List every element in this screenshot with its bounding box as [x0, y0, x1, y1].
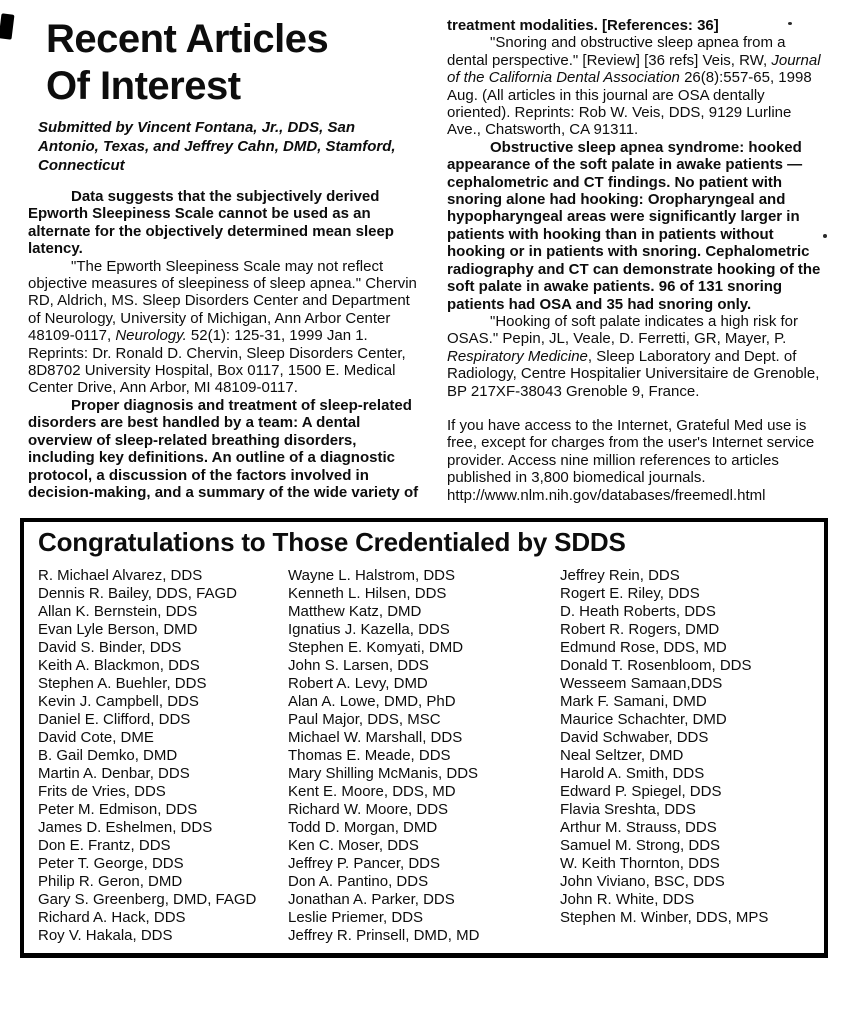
credentialed-name: Martin A. Denbar, DDS: [38, 764, 190, 782]
citation-pepin-text: "Hooking of soft palate indicates a high risk for OSAS." Pepin, JL, Veale, D. Ferretti, GR, Mayer, P.: [447, 312, 798, 348]
credentialed-name: John Viviano, BSC, DDS: [560, 872, 725, 890]
citation-chervin-reprints: 52(1): 125-31, 1999 Jan 1. Reprints: Dr. Ronald D. Chervin, Sleep Disorders Center, 8D8702 University Hospital, Box 0117, 1500 E. Medical Center Drive, Ann Arbor, MI 48109-0117.: [28, 327, 406, 397]
names-column-3: [560, 567, 814, 945]
credentialed-name: Stephen E. Komyati, DMD: [288, 638, 464, 656]
page-title-line2: Of Interest: [46, 64, 241, 108]
credentialed-name: Rogert E. Riley, DDS: [560, 584, 700, 602]
credentialed-name: D. Heath Roberts, DDS: [560, 602, 716, 620]
citation-veis: [447, 34, 822, 138]
credentialed-name: Kent E. Moore, DDS, MD: [288, 782, 456, 800]
credentialed-name: Evan Lyle Berson, DMD: [38, 620, 198, 638]
credentialed-name: Donald T. Rosenbloom, DDS: [560, 656, 752, 674]
credentialed-name: Don E. Frantz, DDS: [38, 836, 171, 854]
names-column-2: [288, 567, 560, 945]
credentialed-name: Stephen A. Buehler, DDS: [38, 674, 207, 692]
grateful-med-note: If you have access to the Internet, Grateful Med use is free, except for charges from the user's Internet service provider. Access nine million references to articles published in 3,800 biomedical journals. http://www.nlm.nih.gov/databases/freemedl.html: [447, 416, 815, 504]
citation-chervin-text: "The Epworth Sleepiness Scale may not reflect objective measures of sleepiness of sleep apnea." Chervin RD, Aldrich, MS. Sleep Disorders Center and Department of Neurology, University of Michigan, Ann Arbor Center 48109-0117,: [28, 257, 417, 345]
citation-veis-journal: Journal of the California Dental Association: [447, 51, 821, 87]
citation-veis-text: "Snoring and obstructive sleep apnea from a dental perspective." [Review] [36 refs] Veis, RW,: [447, 34, 786, 69]
credentialed-name: Stephen M. Winber, DDS, MPS: [560, 908, 769, 926]
credentialed-name: Thomas E. Meade, DDS: [288, 746, 451, 764]
citation-pepin: [447, 313, 822, 400]
credentialed-name: Robert R. Rogers, DMD: [560, 620, 720, 638]
credentialed-name: B. Gail Demko, DMD: [38, 746, 178, 764]
lead-summary: Data suggests that the subjectively derived Epworth Sleepiness Scale cannot be used as an alternate for the objectively determined mean sleep latency.: [28, 188, 394, 258]
credentialed-name: Don A. Pantino, DDS: [288, 872, 429, 890]
names-column-1: [38, 567, 288, 945]
credentialed-name: Edmund Rose, DDS, MD: [560, 638, 727, 656]
page-title-line1: Recent Articles: [46, 17, 329, 61]
credentialed-name: Wesseem Samaan,DDS: [560, 674, 723, 692]
credentialed-name: Harold A. Smith, DDS: [560, 764, 705, 782]
citation-pepin-address: , Sleep Laboratory and Dept. of Radiology, Centre Hospitalier Universitaire de Grenoble, BP 217XF-38043 Grenoble 9, France.: [447, 347, 820, 400]
credentials-title: Congratulations to Those Credentialed by SDDS: [38, 526, 626, 557]
team-summary: Proper diagnosis and treatment of sleep-related disorders are best handled by a team: A dental overview of sleep-related breathing disorders, including key definitions. An outline of a diagnostic protocol, a discussion of the factors involved in decision-making, and a summary of the wide variety of: [28, 396, 419, 501]
scan-speck: [823, 234, 827, 238]
credentialed-name: Peter M. Edmison, DDS: [38, 800, 198, 818]
credentialed-name: Philip R. Geron, DMD: [38, 872, 183, 890]
left-column: [28, 16, 424, 504]
credentialed-name: John S. Larsen, DDS: [288, 656, 429, 674]
credentials-box: [20, 518, 828, 958]
credentialed-name: Ignatius J. Kazella, DDS: [288, 620, 450, 638]
credentialed-name: Jeffrey P. Pancer, DDS: [288, 854, 441, 872]
credentialed-name: Samuel M. Strong, DDS: [560, 836, 721, 854]
right-column: [447, 16, 822, 504]
credentialed-name: John R. White, DDS: [560, 890, 695, 908]
credentialed-name: Daniel E. Clifford, DDS: [38, 710, 191, 728]
credentialed-name: David Cote, DME: [38, 728, 154, 746]
credentialed-name: Jeffrey Rein, DDS: [560, 566, 680, 584]
osa-summary: Obstructive sleep apnea syndrome: hooked appearance of the soft palate in awake patients — cephalometric and CT findings. No patient with snoring alone had hooking: Oropharyngeal and hypopharyngeal areas were significantly larger in patients with hooking than in patients without hooking or in patients with snoring. Cephalometric radiography and CT can demonstrate hooking of the soft palate in awake patients. 96 of 131 snoring patients had OSA and 35 had snoring only.: [447, 138, 821, 313]
credentialed-name: Kevin J. Campbell, DDS: [38, 692, 199, 710]
credentialed-name: Kenneth L. Hilsen, DDS: [288, 584, 447, 602]
citation-pepin-journal: Respiratory Medicine: [447, 347, 588, 365]
credentialed-name: Jonathan A. Parker, DDS: [288, 890, 455, 908]
credentialed-name: Keith A. Blackmon, DDS: [38, 656, 200, 674]
credentialed-name: Frits de Vries, DDS: [38, 782, 166, 800]
credentialed-name: James D. Eshelmen, DDS: [38, 818, 213, 836]
credentialed-names: [38, 567, 814, 945]
article-columns: [28, 16, 822, 504]
credentialed-name: Flavia Sreshta, DDS: [560, 800, 696, 818]
credentialed-name: Edward P. Spiegel, DDS: [560, 782, 722, 800]
credentialed-name: Allan K. Bernstein, DDS: [38, 602, 198, 620]
credentialed-name: Richard W. Moore, DDS: [288, 800, 449, 818]
citation-chervin: [28, 258, 424, 397]
credentialed-name: Neal Seltzer, DMD: [560, 746, 684, 764]
credentialed-name: Jeffrey R. Prinsell, DMD, MD: [288, 926, 480, 944]
citation-chervin-journal: Neurology.: [115, 327, 187, 345]
byline: Submitted by Vincent Fontana, Jr., DDS, San Antonio, Texas, and Jeffrey Cahn, DMD, Stamford, Connecticut: [38, 119, 396, 174]
credentialed-name: Dennis R. Bailey, DDS, FAGD: [38, 584, 237, 602]
scan-smudge: [0, 13, 14, 39]
credentialed-name: Leslie Priemer, DDS: [288, 908, 424, 926]
credentialed-name: Gary S. Greenberg, DMD, FAGD: [38, 890, 257, 908]
page-title: [46, 16, 424, 110]
credentialed-name: Mark F. Samani, DMD: [560, 692, 707, 710]
credentialed-name: Mary Shilling McManis, DDS: [288, 764, 479, 782]
credentialed-name: Roy V. Hakala, DDS: [38, 926, 173, 944]
credentialed-name: R. Michael Alvarez, DDS: [38, 566, 203, 584]
credentialed-name: Peter T. George, DDS: [38, 854, 184, 872]
credentialed-name: Matthew Katz, DMD: [288, 602, 422, 620]
credentialed-name: David S. Binder, DDS: [38, 638, 182, 656]
credentialed-name: Paul Major, DDS, MSC: [288, 710, 441, 728]
credentialed-name: Michael W. Marshall, DDS: [288, 728, 463, 746]
credentialed-name: Wayne L. Halstrom, DDS: [288, 566, 455, 584]
credentialed-name: Todd D. Morgan, DMD: [288, 818, 438, 836]
credentialed-name: Ken C. Moser, DDS: [288, 836, 419, 854]
credentialed-name: Richard A. Hack, DDS: [38, 908, 186, 926]
credentialed-name: Maurice Schachter, DMD: [560, 710, 727, 728]
citation-veis-reprints: 26(8):557-65, 1998 Aug. (All articles in this journal are OSA dentally oriented). Reprints: Rob W. Veis, DDS, 9129 Lurline Ave., Chatsworth, CA 91311.: [447, 69, 812, 139]
treatment-continuation: treatment modalities. [References: 36]: [447, 17, 719, 34]
credentialed-name: Alan A. Lowe, DMD, PhD: [288, 692, 456, 710]
credentialed-name: Robert A. Levy, DMD: [288, 674, 428, 692]
scan-speck: [788, 22, 792, 25]
credentialed-name: David Schwaber, DDS: [560, 728, 709, 746]
credentialed-name: W. Keith Thornton, DDS: [560, 854, 720, 872]
credentialed-name: Arthur M. Strauss, DDS: [560, 818, 717, 836]
